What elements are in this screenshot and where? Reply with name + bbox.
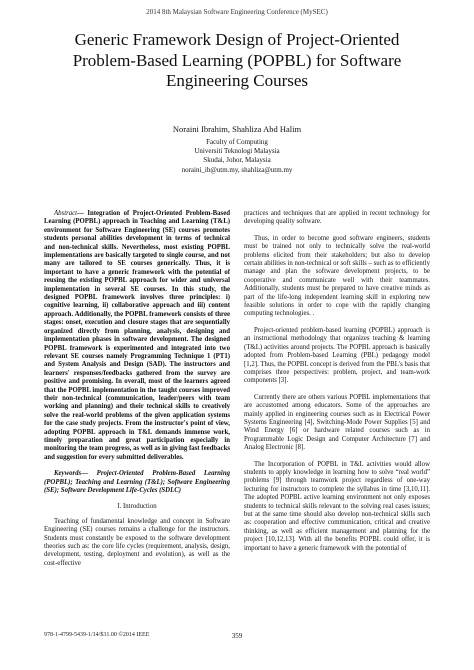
right-paragraph-5: The Incorporation of POPBL in T&L activities would allow students to apply knowledge in learning how to solve “real world” problems [9] through teamwork project regardless of one-way lecturing for instructors to complete the syllabus in time [3,10,11]. The adopted POPBL active learning environment not only exposes students to technical skills relevant to the solving real cases issues; but at the same time should also develop non-technical skills such as: cooperation and effective communication, critical and creative thinking, as well as efficient management and planning for the project [10,12,13]. With all the benefits POPBL could offer, it is important to have a generic framework with the potential of — [244, 460, 430, 552]
copyright-footer: 978-1-4799-5439-1/14/$31.00 ©2014 IEEE — [44, 632, 150, 638]
keywords: Keywords— Project-Oriented Problem-Based Learning (POPBL); Teaching and Learning (T&L); Software Engineering (SE); Software Development Life-Cycles (SDLC) — [44, 470, 230, 494]
right-paragraph-3: Project-oriented problem-based learning (POPBL) approach is an instructional methodology that organizes teaching & learning (T&L) activities around projects. The POPBL approach is basically adopted from Problem-based Learning (PBL) pedagogy model [1,2]. Thus, the POPBL concept is derived from the PBL's basis that comprises three perspectives: problem, project, and team-work components [3]. — [244, 326, 430, 385]
author-names: Noraini Ibrahim, Shahliza Abd Halim — [172, 124, 302, 134]
abstract-label: Abstract — [54, 210, 78, 217]
affiliation-faculty: Faculty of Computing — [206, 138, 268, 146]
page-number: 359 — [231, 632, 243, 640]
affiliation-location: Skudai, Johor, Malaysia — [203, 156, 271, 165]
section-heading-introduction: I. Introduction — [117, 503, 157, 511]
affiliation-block — [0, 138, 474, 175]
right-paragraph-4: Currently there are others various POPBL implementations that are accustomed among educators. Some of the approaches are mainly applied in engineering courses such as in Electrical Power Systems Engineering [4], Switching-Mode Power Supplies [5] and Wind Energy [6] or hardware related courses such as in Programmable Logic Design and Computer Architecture [7] and Analog Electronic [8]. — [244, 393, 430, 452]
author-emails: noraini_ib@utm.my, shahliza@utm.my — [181, 165, 293, 174]
abstract-text: — Integration of Project-Oriented Problem-Based Learning (POPBL) approach in Teaching and Learning (T&L) environment for Software Engineering (SE) courses promotes students personal abilities development in terms of technical and non-technical skills. Nevertheless, most existing POPBL implementations are basically targeted to single course, and not many are tailored to SE courses generically. Thus, it is important to have a generic framework with the potential of reusing the existing POPBL approach for wider and universal implementation in several SE courses. In this study, the designed POPBL framework involves three principles: i) cognitive learning, ii) collaborative approach and iii) content approach. Additionally, the POPBL framework consists of three stages: onset, execution and closure stages that are sequentially organized directly from planning, analysis, designing and implementation phases in software development. The designed POPBL framework is experimented and integrated into two relevant SE courses namely Programming Technique 1 (PT1) and System Analysis and Design (SAD). The instructors and learners' responses/feedbacks gathered from the survey are positive and promising. In overall, most of the learners agreed that the POPBL implementation in the taught courses improved their non-technical (communication, leader/peers with team working and planning) and their technical skills to creatively solve the real-world problems of the given application systems for the case study projects. From the instructor's point of view, adopting POPBL approach in T&L demands immense work, timely preparation and great participation especially in monitoring the team progress, as well as in giving fast feedbacks and suggestion for every submitted deliverables. — [44, 210, 230, 461]
right-paragraph-2: Thus, in order to become good software engineers, students must be trained not only to technically solve the real-world problems elicited from their stakeholders; but also to develop certain abilities in non-technical or soft skills – such as to efficiently manage and plan the software development projects, to be cooperative and communicate well with their teammates. Additionally, students must be prepared to have creative minds as part of the life-long independent learning skill in exploring new feasible solutions in order to cope with the rapidly changing computing technologies. . — [244, 234, 430, 318]
paper-title — [40, 30, 434, 92]
intro-paragraph: Teaching of fundamental knowledge and concept in Software Engineering (SE) courses remains a challenge for the instructors. Students must constantly be exposed to the software development theories such as: the core life cycles (requirement, analysis, design, development, testing, deployment and evolution), as well as the cost-effective — [44, 517, 230, 567]
title-line-3: Engineering Courses — [165, 71, 309, 90]
conference-header: 2014 8th Malaysian Software Engineering Conference (MySEC) — [146, 8, 328, 16]
abstract — [44, 210, 230, 462]
right-column — [244, 210, 430, 553]
affiliation-university: Universiti Teknologi Malaysia — [194, 147, 280, 156]
title-line-1: Generic Framework Design of Project-Oriented — [74, 30, 400, 49]
right-paragraph-1: practices and techniques that are applied in recent technology for developing quality software. — [244, 210, 430, 226]
left-column — [44, 210, 230, 568]
title-line-2: Problem-Based Learning (POPBL) for Software — [72, 50, 402, 70]
